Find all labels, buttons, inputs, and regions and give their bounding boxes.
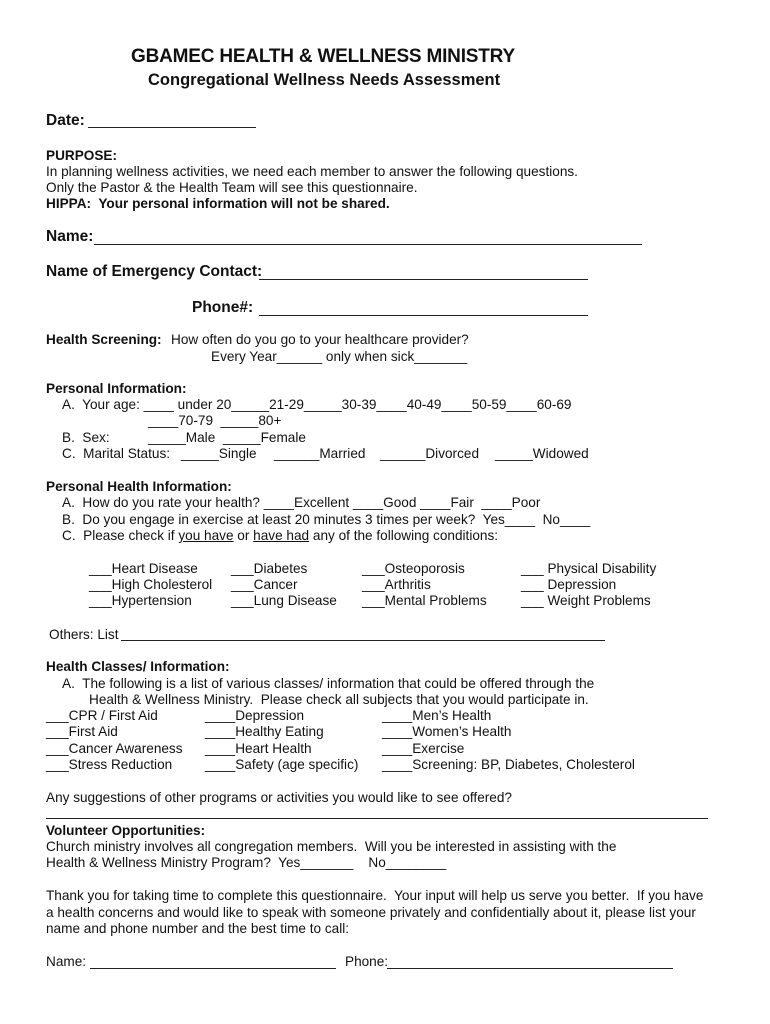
closing-phone-field[interactable] [387, 968, 673, 969]
closing-line-3: name and phone number and the best time to call: [46, 921, 350, 936]
volunteer-line-1: Church ministry involves all congregation members. Will you be interested in assisting with the [46, 839, 617, 854]
class-womens-health[interactable]: ____Women’s Health [382, 724, 512, 739]
suggestions-question: Any suggestions of other programs or activities you would like to see offered? [46, 790, 512, 805]
purpose-line-1: In planning wellness activities, we need each member to answer the following questions. [46, 164, 578, 179]
marital-option-single[interactable]: _____Single [181, 446, 257, 461]
condition-heart-disease[interactable]: ___Heart Disease [89, 561, 198, 576]
phone-label: Phone#: [192, 299, 254, 316]
sex-options[interactable]: _____Male _____Female [148, 430, 306, 445]
purpose-heading: PURPOSE: [46, 148, 118, 163]
health-screening-options[interactable]: Every Year______ only when sick_______ [211, 349, 468, 364]
marital-option-married[interactable]: ______Married [274, 446, 366, 461]
purpose-line-2: Only the Pastor & the Health Team will see this questionnaire. [46, 180, 418, 195]
class-screening[interactable]: ____Screening: BP, Diabetes, Cholesterol [382, 757, 635, 772]
condition-cancer[interactable]: ___Cancer [231, 577, 298, 592]
class-first-aid[interactable]: ___First Aid [46, 724, 118, 739]
classes-intro-line-1: A. The following is a list of various classes/ information that could be offered through the [62, 676, 595, 691]
class-cancer-awareness[interactable]: ___Cancer Awareness [46, 741, 183, 756]
condition-high-cholesterol[interactable]: ___High Cholesterol [89, 577, 213, 592]
emergency-contact-label: Name of Emergency Contact: [46, 263, 263, 280]
class-depression[interactable]: ____Depression [205, 708, 304, 723]
others-list-label: Others: List [49, 627, 119, 642]
condition-mental-problems[interactable]: ___Mental Problems [362, 593, 487, 608]
name-field[interactable] [94, 244, 642, 245]
marital-option-divorced[interactable]: ______Divorced [380, 446, 479, 461]
sex-label: B. Sex: [62, 430, 110, 445]
page-subtitle: Congregational Wellness Needs Assessment [148, 71, 501, 89]
condition-diabetes[interactable]: ___Diabetes [231, 561, 308, 576]
personal-info-heading: Personal Information: [46, 381, 187, 396]
condition-osteoporosis[interactable]: ___Osteoporosis [362, 561, 465, 576]
emergency-contact-field[interactable] [259, 279, 588, 280]
hippa-notice: HIPPA: Your personal information will not be shared. [46, 196, 390, 211]
health-classes-heading: Health Classes/ Information: [46, 659, 230, 674]
health-screening-question: How often do you go to your healthcare provider? [171, 332, 469, 347]
health-screening-label: Health Screening: [46, 332, 162, 347]
class-safety[interactable]: ____Safety (age specific) [205, 757, 359, 772]
date-field[interactable] [88, 127, 256, 128]
conditions-question: C. Please check if you have or have had any of the following conditions: [62, 528, 499, 543]
page-title: GBAMEC HEALTH & WELLNESS MINISTRY [131, 46, 515, 67]
class-healthy-eating[interactable]: ____Healthy Eating [205, 724, 324, 739]
class-exercise[interactable]: ____Exercise [382, 741, 465, 756]
condition-hypertension[interactable]: ___Hypertension [89, 593, 192, 608]
closing-name-field[interactable] [90, 968, 336, 969]
class-heart-health[interactable]: ____Heart Health [205, 741, 312, 756]
closing-line-1: Thank you for taking time to complete this questionnaire. Your input will help us serve you better. If you have [46, 888, 704, 903]
exercise-question[interactable]: B. Do you engage in exercise at least 20 minutes 3 times per week? Yes____ No____ [62, 512, 591, 527]
class-mens-health[interactable]: ____Men’s Health [382, 708, 492, 723]
age-options-line-2[interactable]: ____70-79 _____80+ [148, 413, 282, 428]
condition-depression[interactable]: ___ Depression [521, 577, 617, 592]
volunteer-line-2[interactable]: Health & Wellness Ministry Program? Yes_______ No________ [46, 855, 447, 870]
phone-field[interactable] [259, 315, 588, 316]
health-info-heading: Personal Health Information: [46, 479, 232, 494]
closing-line-2: a health concerns and would like to speak with someone privately and confidentially about it, please list your [46, 905, 696, 920]
class-stress-reduction[interactable]: ___Stress Reduction [46, 757, 173, 772]
suggestions-field[interactable] [46, 818, 708, 819]
volunteer-heading: Volunteer Opportunities: [46, 823, 206, 838]
others-list-field[interactable] [121, 640, 605, 641]
condition-weight-problems[interactable]: ___ Weight Problems [521, 593, 651, 608]
condition-arthritis[interactable]: ___Arthritis [362, 577, 431, 592]
condition-lung-disease[interactable]: ___Lung Disease [231, 593, 337, 608]
condition-physical-disability[interactable]: ___ Physical Disability [521, 561, 657, 576]
class-cpr-first-aid[interactable]: ___CPR / First Aid [46, 708, 158, 723]
marital-option-widowed[interactable]: _____Widowed [495, 446, 589, 461]
date-label: Date: [46, 112, 85, 129]
health-rating-question[interactable]: A. How do you rate your health? ____Excellent ____Good ____Fair ____Poor [62, 495, 541, 510]
closing-name-label: Name: [46, 954, 87, 969]
name-label: Name: [46, 228, 94, 245]
age-options-line-1[interactable]: A. Your age: ____ under 20_____21-29_____30-39____40-49____50-59____60-69 [62, 397, 572, 412]
marital-status-label: C. Marital Status: [62, 446, 171, 461]
closing-phone-label: Phone: [345, 954, 389, 969]
classes-intro-line-2: Health & Wellness Ministry. Please check all subjects that you would participate in. [89, 692, 589, 707]
